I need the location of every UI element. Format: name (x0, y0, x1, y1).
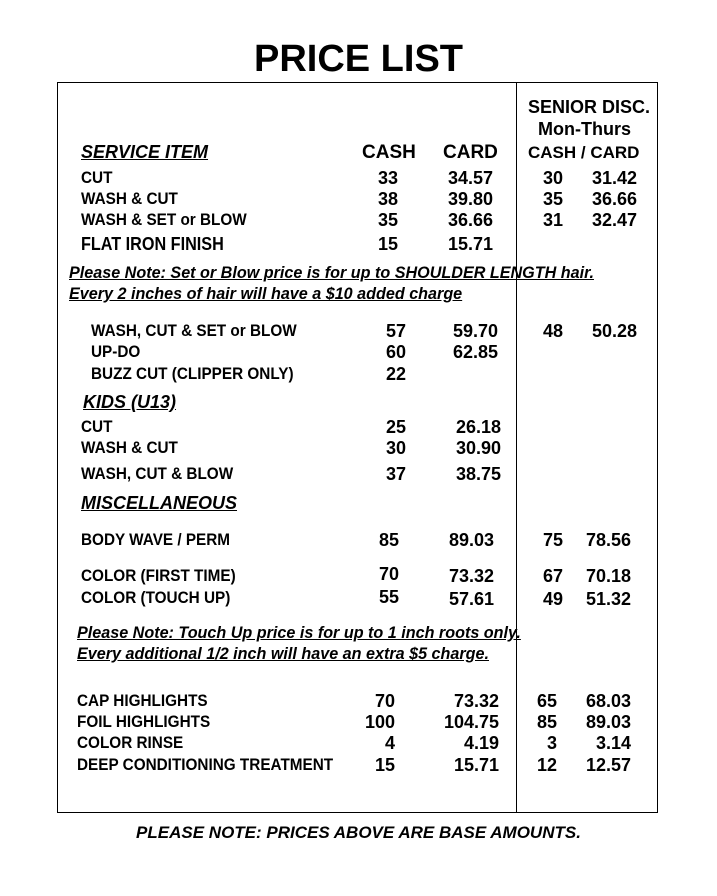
service-item-header: SERVICE ITEM (81, 142, 209, 162)
row-label: WASH & CUT (81, 438, 178, 457)
senior-cash-price: 85 (536, 712, 557, 732)
card-price: 15.71 (453, 755, 499, 775)
senior-cash-price: 75 (542, 530, 563, 550)
row-label: FLAT IRON FINISH (81, 234, 224, 254)
row-label: WASH, CUT & BLOW (81, 464, 234, 483)
cash-price: 15 (374, 755, 395, 775)
card-price: 26.18 (455, 417, 501, 437)
senior-cash-price: 31 (542, 210, 563, 230)
note-touch-up-roots: Please Note: Touch Up price is for up to 1 inch roots only. (77, 623, 521, 642)
cash-price: 4 (384, 733, 395, 753)
senior-card-price: 3.14 (595, 733, 631, 753)
cash-price: 30 (385, 438, 406, 458)
cash-price: 37 (385, 464, 406, 484)
cash-price: 85 (378, 530, 399, 550)
senior-cash-price: 65 (536, 691, 557, 711)
cash-price: 55 (378, 587, 399, 607)
row-label: CAP HIGHLIGHTS (77, 691, 208, 710)
cash-price: 60 (385, 342, 406, 362)
cash-price: 33 (377, 168, 398, 188)
card-price: 36.66 (447, 210, 493, 230)
senior-cash-price: 67 (542, 566, 563, 586)
cash-price: 15 (377, 234, 398, 254)
senior-card-price: 31.42 (591, 168, 637, 188)
senior-header-line2: Mon-Thurs (538, 119, 631, 139)
row-label: COLOR (FIRST TIME) (81, 566, 236, 585)
cash-price: 57 (385, 321, 406, 341)
row-label: BUZZ CUT (CLIPPER ONLY) (91, 364, 294, 383)
senior-header-line3: CASH / CARD (528, 143, 640, 162)
note-extra-charge: Every additional 1/2 inch will have an extra $5 charge. (77, 644, 490, 663)
row-label: COLOR RINSE (77, 733, 184, 752)
note-shoulder-length: Please Note: Set or Blow price is for up to SHOULDER LENGTH hair. (69, 263, 594, 282)
card-price: 38.75 (455, 464, 501, 484)
card-price: 73.32 (448, 566, 494, 586)
senior-cash-price: 49 (542, 589, 563, 609)
card-price: 73.32 (453, 691, 499, 711)
page-title: PRICE LIST (253, 38, 464, 80)
row-label: UP-DO (91, 342, 141, 361)
senior-cash-price: 48 (542, 321, 563, 341)
card-price: 4.19 (463, 733, 499, 753)
card-header: CARD (443, 142, 498, 163)
senior-card-price: 32.47 (591, 210, 637, 230)
senior-header-line1: SENIOR DISC. (528, 97, 651, 117)
row-label: DEEP CONDITIONING TREATMENT (77, 755, 334, 774)
cash-price: 22 (385, 364, 406, 384)
note-added-charge: Every 2 inches of hair will have a $10 added charge (69, 284, 463, 303)
senior-card-price: 12.57 (585, 755, 631, 775)
card-price: 34.57 (447, 168, 493, 188)
senior-card-price: 50.28 (591, 321, 637, 341)
row-label: FOIL HIGHLIGHTS (77, 712, 211, 731)
card-price: 57.61 (448, 589, 494, 609)
row-label: WASH & CUT (81, 189, 178, 208)
cash-header: CASH (362, 142, 416, 163)
section-miscellaneous: MISCELLANEOUS (81, 493, 238, 513)
footer-note: PLEASE NOTE: PRICES ABOVE ARE BASE AMOUNTS. (136, 823, 581, 842)
card-price: 15.71 (447, 234, 493, 254)
senior-card-price: 36.66 (591, 189, 637, 209)
card-price: 59.70 (452, 321, 498, 341)
card-price: 62.85 (452, 342, 498, 362)
card-price: 30.90 (455, 438, 501, 458)
cash-price: 70 (374, 691, 395, 711)
card-price: 39.80 (447, 189, 493, 209)
row-label: WASH & SET or BLOW (81, 210, 247, 229)
senior-card-price: 51.32 (585, 589, 631, 609)
row-label: CUT (81, 168, 113, 187)
cash-price: 25 (385, 417, 406, 437)
senior-cash-price: 30 (542, 168, 563, 188)
cash-price: 38 (377, 189, 398, 209)
senior-card-price: 89.03 (585, 712, 631, 732)
card-price: 104.75 (443, 712, 499, 732)
cash-price: 35 (377, 210, 398, 230)
senior-cash-price: 3 (546, 733, 557, 753)
section-kids: KIDS (U13) (83, 392, 177, 412)
row-label: CUT (81, 417, 113, 436)
cash-price: 100 (364, 712, 395, 732)
row-label: COLOR (TOUCH UP) (81, 588, 231, 607)
row-label: WASH, CUT & SET or BLOW (91, 321, 297, 340)
card-price: 89.03 (448, 530, 494, 550)
senior-card-price: 68.03 (585, 691, 631, 711)
senior-card-price: 78.56 (585, 530, 631, 550)
cash-price: 70 (378, 564, 399, 584)
senior-cash-price: 12 (536, 755, 557, 775)
row-label: BODY WAVE / PERM (81, 530, 231, 549)
senior-cash-price: 35 (542, 189, 563, 209)
senior-card-price: 70.18 (585, 566, 631, 586)
